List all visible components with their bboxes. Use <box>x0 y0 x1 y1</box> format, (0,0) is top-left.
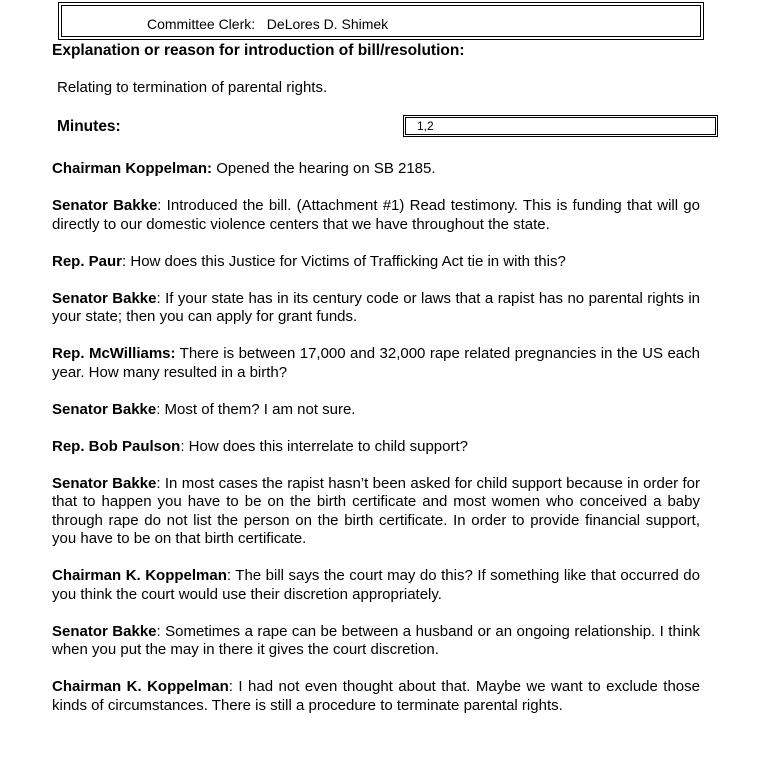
speaker-name: Chairman K. Koppelman <box>52 678 229 695</box>
speaker-name: Senator Bakke <box>52 474 157 492</box>
transcript-entry <box>52 401 700 420</box>
transcript-entry <box>52 678 700 715</box>
speaker-name: Rep. McWilliams: <box>52 345 176 362</box>
minutes-label: Minutes: <box>57 118 121 135</box>
transcript-entry <box>52 290 700 327</box>
transcript-entry <box>52 197 700 234</box>
statement-text: : The bill says the court may do this? If something like that occurred do you think the court would use their discretion appropriately. <box>52 567 700 603</box>
transcript-entry <box>52 160 700 179</box>
speaker-name: Chairman K. Koppelman <box>52 567 227 584</box>
explanation-text: Relating to termination of parental rights. <box>57 79 328 96</box>
statement-text: Opened the hearing on SB 2185. <box>212 160 436 177</box>
explanation-heading: Explanation or reason for introduction of bill/resolution: <box>52 42 465 59</box>
transcript-entry <box>52 345 700 382</box>
statement-text: : How does this Justice for Victims of Trafficking Act tie in with this? <box>122 252 566 270</box>
statement-text: : Introduced the bill. (Attachment #1) Read testimony. This is funding that will go directly to our domestic violence centers that we have throughout the state. <box>52 197 700 233</box>
committee-clerk-line: Committee Clerk: DeLores D. Shimek <box>147 16 389 32</box>
statement-text: : I had not even thought about that. Maybe we want to exclude those kinds of circumstances. There is still a procedure to terminate parental rights. <box>52 678 700 714</box>
speaker-name: Senator Bakke <box>52 197 158 214</box>
hearing-transcript <box>52 160 700 734</box>
speaker-name: Rep. Paur <box>52 252 123 270</box>
transcript-entry <box>52 253 700 272</box>
committee-clerk-box <box>58 2 704 40</box>
statement-text: : Sometimes a rape can be between a husband or an ongoing relationship. I think when you put the may in there it gives the court discretion. <box>52 622 700 658</box>
transcript-entry <box>52 567 700 604</box>
statement-text: : If your state has in its century code or laws that a rapist has no parental rights in your state; then you can apply for grant funds. <box>52 289 701 325</box>
statement-text: : How does this interrelate to child support? <box>180 437 468 455</box>
minutes-box <box>403 115 718 137</box>
statement-text: There is between 17,000 and 32,000 rape related pregnancies in the US each year. How many resulted in a birth? <box>52 345 700 381</box>
transcript-entry <box>52 623 700 660</box>
speaker-name: Senator Bakke <box>52 289 157 307</box>
speaker-name: Senator Bakke <box>52 622 157 640</box>
speaker-name: Rep. Bob Paulson <box>52 437 181 455</box>
transcript-entry <box>52 438 700 457</box>
statement-text: : Most of them? I am not sure. <box>156 400 356 418</box>
speaker-name: Senator Bakke <box>52 400 157 418</box>
minutes-value: 1,2 <box>405 117 716 135</box>
transcript-entry <box>52 475 700 549</box>
statement-text: : In most cases the rapist hasn’t been asked for child support because in order for that to happen you have to be on the birth certificate and most women who conceived a baby through rape do not list the person on the birth certificate. In order to provide financial support, you have to be on that birth certificate. <box>52 474 700 547</box>
speaker-name: Chairman Koppelman: <box>52 160 213 177</box>
